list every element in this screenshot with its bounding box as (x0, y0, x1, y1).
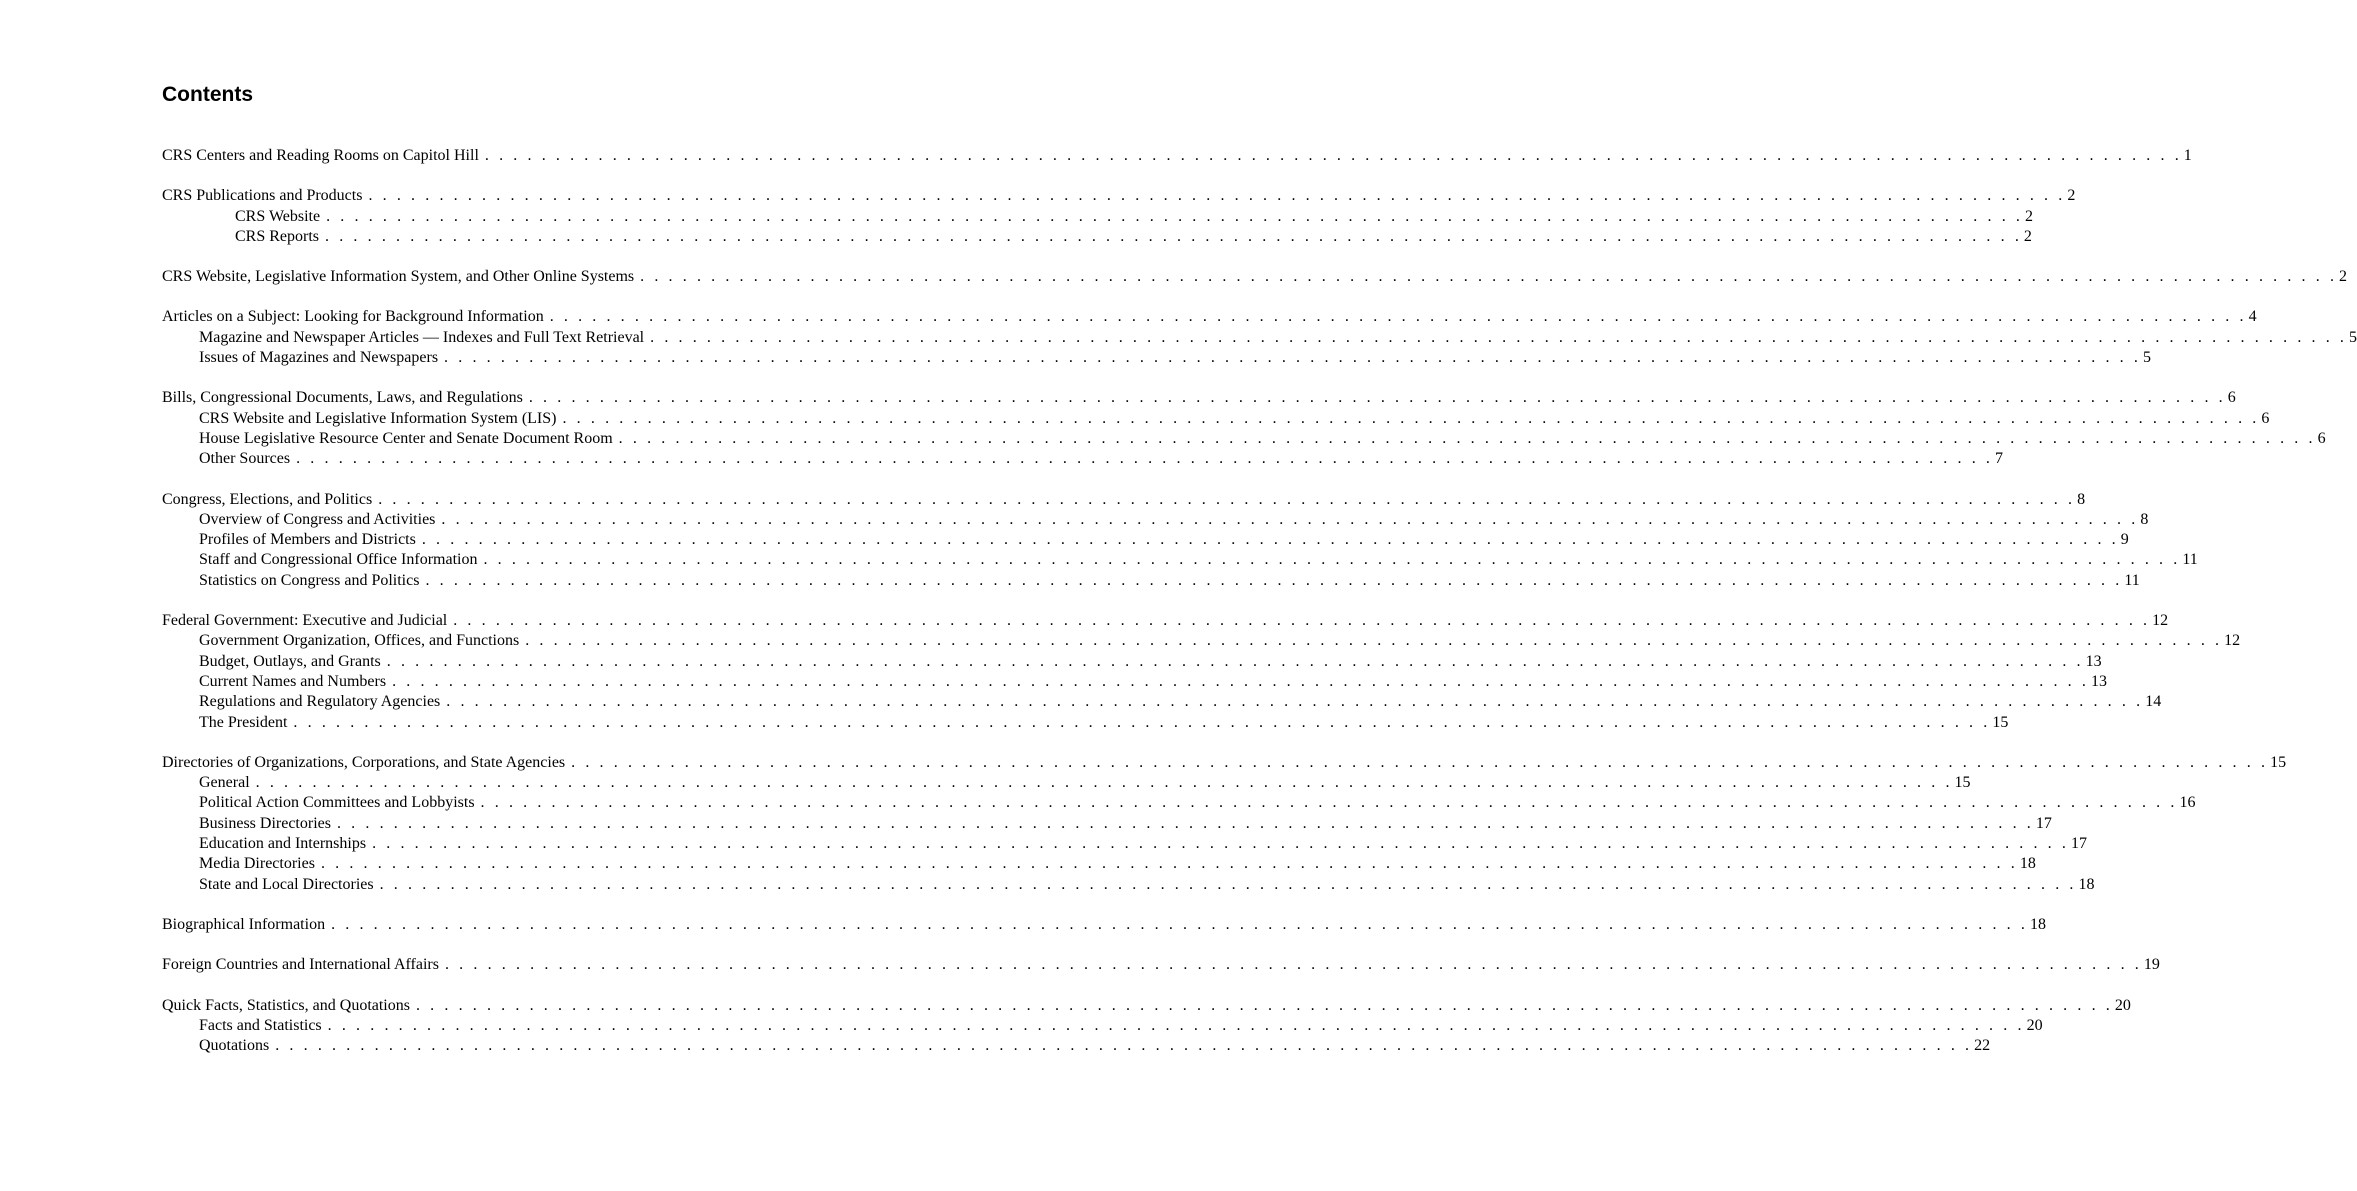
toc-entry[interactable] (162, 146, 2192, 166)
toc-page-number: 12 (2224, 632, 2241, 650)
dot-leader: . . . . . . . . . . . . . . . . . . . . . . . . . . . . . . . . . . . . . . . . . . . . . . . . . . . . . . . . . . . . . . . . . . . . . . . . . . . . . . . . . . . . . . . . . . . . . . . . . . . . . . . . . . . . . . . . . . . . . . . . (392, 672, 2089, 690)
toc-page-number: 2 (2339, 268, 2348, 286)
toc-entry-title: Issues of Magazines and Newspapers (199, 349, 439, 367)
toc-entry-title: Bills, Congressional Documents, Laws, and Regulations (162, 389, 523, 407)
toc-entry-title: Articles on a Subject: Looking for Background Information (162, 308, 544, 326)
toc-entry-title: Quotations (199, 1037, 270, 1055)
toc-entry-title: CRS Publications and Products (162, 187, 363, 205)
dot-leader: . . . . . . . . . . . . . . . . . . . . . . . . . . . . . . . . . . . . . . . . . . . . . . . . . . . . . . . . . . . . . . . . . . . . . . . . . . . . . . . . . . . . . . . . . . . . . . . . . . . . . . . . . . . . . . . . . . . . . . . . (275, 1037, 1973, 1055)
toc-page-number: 18 (2019, 855, 2036, 873)
toc-entry-title: Current Names and Numbers (199, 672, 387, 690)
toc-entry[interactable] (162, 611, 2169, 631)
toc-subentry[interactable] (162, 793, 2196, 813)
toc-entry-title: CRS Centers and Reading Rooms on Capitol Hill (162, 147, 479, 164)
toc-page-number: 18 (2029, 915, 2046, 933)
toc-subentry[interactable] (162, 631, 2241, 651)
dot-leader: . . . . . . . . . . . . . . . . . . . . . . . . . . . . . . . . . . . . . . . . . . . . . . . . . . . . . . . . . . . . . . . . . . . . . . . . . . . . . . . . . . . . . . . . . . . . . . . . . . . . . . . . . . . . . . . . . . . . . . . . (444, 349, 2141, 367)
toc-subentry[interactable] (162, 429, 2326, 449)
toc-subentry[interactable] (162, 713, 2009, 733)
toc-page-number: 11 (2124, 571, 2140, 589)
toc-page-number: 20 (2026, 1016, 2043, 1034)
dot-leader: . . . . . . . . . . . . . . . . . . . . . . . . . . . . . . . . . . . . . . . . . . . . . . . . . . . . . . . . . . . . . . . . . . . . . . . . . . . . . . . . . . . . . . . . . . . . . . . . . . . . . . . . . . . . . . . . . . . . . . . . (444, 956, 2142, 974)
toc-entry-title: Education and Internships (199, 835, 367, 853)
toc-entry-title: CRS Website, Legislative Information System, and Other Online Systems (162, 268, 635, 286)
toc-entry[interactable] (162, 267, 2348, 287)
toc-page-number: 16 (2179, 794, 2196, 812)
toc-section (162, 146, 2192, 166)
toc-subentry[interactable] (162, 1016, 2043, 1036)
toc-section (162, 753, 2287, 895)
dot-leader: . . . . . . . . . . . . . . . . . . . . . . . . . . . . . . . . . . . . . . . . . . . . . . . . . . . . . . . . . . . . . . . . . . . . . . . . . . . . . . . . . . . . . . . . . . . . . . . . . . . . . . . . . . . . . . . . . . . . . . . . (415, 996, 2113, 1014)
toc-page-number: 13 (2085, 652, 2102, 670)
toc-entry[interactable] (162, 490, 2086, 510)
toc-entry-title: Magazine and Newspaper Articles — Indexes and Full Text Retrieval (199, 328, 645, 346)
dot-leader: . . . . . . . . . . . . . . . . . . . . . . . . . . . . . . . . . . . . . . . . . . . . . . . . . . . . . . . . . . . . . . . . . . . . . . . . . . . . . . . . . . . . . . . . . . . . . . . . . . . . . . . . . . . . . . . . . . . . . . . . (378, 490, 2076, 508)
toc-entry-title: House Legislative Resource Center and Senate Document Room (199, 429, 613, 447)
dot-leader: . . . . . . . . . . . . . . . . . . . . . . . . . . . . . . . . . . . . . . . . . . . . . . . . . . . . . . . . . . . . . . . . . . . . . . . . . . . . . . . . . . . . . . . . . . . . . . . . . . . . . . . . . . . . . . . . . . . . . . . . (368, 187, 2066, 205)
toc-entry-title: Budget, Outlays, and Grants (199, 652, 381, 670)
dot-leader: . . . . . . . . . . . . . . . . . . . . . . . . . . . . . . . . . . . . . . . . . . . . . . . . . . . . . . . . . . . . . . . . . . . . . . . . . . . . . . . . . . . . . . . . . . . . . . . . . . . . . . . . . . . . . . . . . . . . . . . . (571, 753, 2269, 771)
toc-entry[interactable] (162, 915, 2046, 935)
toc-entry[interactable] (162, 307, 2257, 327)
toc-entry-title: Media Directories (199, 855, 315, 873)
toc-entry-title: Directories of Organizations, Corporations, and State Agencies (162, 753, 566, 771)
toc-section (162, 955, 2160, 975)
toc-subentry[interactable] (162, 854, 2036, 874)
toc-entry-title: CRS Website (235, 207, 321, 225)
dot-leader: . . . . . . . . . . . . . . . . . . . . . . . . . . . . . . . . . . . . . . . . . . . . . . . . . . . . . . . . . . . . . . . . . . . . . . . . . . . . . . . . . . . . . . . . . . . . . . . . . . . . . . . . . . . . . . . . . . . . . . . . (562, 409, 2260, 427)
toc-entry-title: Government Organization, Offices, and Functions (199, 632, 520, 650)
dot-leader: . . . . . . . . . . . . . . . . . . . . . . . . . . . . . . . . . . . . . . . . . . . . . . . . . . . . . . . . . . . . . . . . . . . . . . . . . . . . . . . . . . . . . . . . . . . . . . . . . . . . . . . . . . . . . . . . . . . . . . . . (484, 147, 2182, 164)
toc-page-number: 1 (2183, 147, 2192, 164)
toc-page-number: 15 (1954, 774, 1971, 792)
toc-subentry[interactable] (162, 692, 2162, 712)
toc-section (162, 388, 2326, 469)
toc-page-number: 6 (2261, 409, 2270, 427)
toc-entry-title: Statistics on Congress and Politics (199, 571, 420, 589)
toc-entry-title: Biographical Information (162, 915, 326, 933)
dot-leader: . . . . . . . . . . . . . . . . . . . . . . . . . . . . . . . . . . . . . . . . . . . . . . . . . . . . . . . . . . . . . . . . . . . . . . . . . . . . . . . . . . . . . . . . . . . . . . . . . . . . . . . . . . . . . . . . . . . . . . . . (255, 774, 1953, 792)
toc-section (162, 996, 2131, 1057)
toc-subentry[interactable] (162, 328, 2357, 348)
dot-leader: . . . . . . . . . . . . . . . . . . . . . . . . . . . . . . . . . . . . . . . . . . . . . . . . . . . . . . . . . . . . . . . . . . . . . . . . . . . . . . . . . . . . . . . . . . . . . . . . . . . . . . . . . . . . . . . . . . . . . . . . (296, 450, 1993, 468)
dot-leader: . . . . . . . . . . . . . . . . . . . . . . . . . . . . . . . . . . . . . . . . . . . . . . . . . . . . . . . . . . . . . . . . . . . . . . . . . . . . . . . . . . . . . . . . . . . . . . . . . . . . . . . . . . . . . . . . . . . . . . . . (326, 207, 2023, 225)
toc-entry-title: Political Action Committees and Lobbyists (199, 794, 475, 812)
toc-page-number: 17 (2070, 835, 2087, 853)
toc-subentry[interactable] (162, 672, 2107, 692)
toc-section (162, 490, 2198, 591)
dot-leader: . . . . . . . . . . . . . . . . . . . . . . . . . . . . . . . . . . . . . . . . . . . . . . . . . . . . . . . . . . . . . . . . . . . . . . . . . . . . . . . . . . . . . . . . . . . . . . . . . . . . . . . . . . . . . . . . . . . . . . . . (528, 389, 2226, 407)
dot-leader: . . . . . . . . . . . . . . . . . . . . . . . . . . . . . . . . . . . . . . . . . . . . . . . . . . . . . . . . . . . . . . . . . . . . . . . . . . . . . . . . . . . . . . . . . . . . . . . . . . . . . . . . . . . . . . . . . . . . . . . . (320, 855, 2018, 873)
toc-subentry[interactable] (162, 814, 2052, 834)
dot-leader: . . . . . . . . . . . . . . . . . . . . . . . . . . . . . . . . . . . . . . . . . . . . . . . . . . . . . . . . . . . . . . . . . . . . . . . . . . . . . . . . . . . . . . . . . . . . . . . . . . . . . . . . . . . . . . . . . . . . . . . . (331, 915, 2028, 933)
toc-entry[interactable] (162, 753, 2287, 773)
dot-leader: . . . . . . . . . . . . . . . . . . . . . . . . . . . . . . . . . . . . . . . . . . . . . . . . . . . . . . . . . . . . . . . . . . . . . . . . . . . . . . . . . . . . . . . . . . . . . . . . . . . . . . . . . . . . . . . . . . . . . . . . (293, 713, 1991, 731)
dot-leader: . . . . . . . . . . . . . . . . . . . . . . . . . . . . . . . . . . . . . . . . . . . . . . . . . . . . . . . . . . . . . . . . . . . . . . . . . . . . . . . . . . . . . . . . . . . . . . . . . . . . . . . . . . . . . . . . . . . . . . . . (618, 429, 2316, 447)
dot-leader: . . . . . . . . . . . . . . . . . . . . . . . . . . . . . . . . . . . . . . . . . . . . . . . . . . . . . . . . . . . . . . . . . . . . . . . . . . . . . . . . . . . . . . . . . . . . . . . . . . . . . . . . . . . . . . . . . . . . . . . . (327, 1016, 2025, 1034)
toc-section (162, 267, 2348, 287)
toc-entry-title: General (199, 774, 250, 792)
toc-page-number: 2 (2067, 187, 2076, 205)
toc-entry-title: Facts and Statistics (199, 1016, 322, 1034)
toc-subentry[interactable] (162, 652, 2102, 672)
toc-entry-title: State and Local Directories (199, 875, 374, 893)
dot-leader: . . . . . . . . . . . . . . . . . . . . . . . . . . . . . . . . . . . . . . . . . . . . . . . . . . . . . . . . . . . . . . . . . . . . . . . . . . . . . . . . . . . . . . . . . . . . . . . . . . . . . . . . . . . . . . . . . . . . . . . . (650, 328, 2348, 346)
dot-leader: . . . . . . . . . . . . . . . . . . . . . . . . . . . . . . . . . . . . . . . . . . . . . . . . . . . . . . . . . . . . . . . . . . . . . . . . . . . . . . . . . . . . . . . . . . . . . . . . . . . . . . . . . . . . . . . . . . . . . . . . (372, 835, 2069, 853)
toc-page-number: 13 (2090, 672, 2107, 690)
dot-leader: . . . . . . . . . . . . . . . . . . . . . . . . . . . . . . . . . . . . . . . . . . . . . . . . . . . . . . . . . . . . . . . . . . . . . . . . . . . . . . . . . . . . . . . . . . . . . . . . . . . . . . . . . . . . . . . . . . . . . . . . (549, 308, 2247, 326)
toc-page-number: 19 (2143, 956, 2160, 974)
toc-entry[interactable] (162, 955, 2160, 975)
toc-subentry[interactable] (162, 550, 2198, 570)
toc-subentry[interactable] (162, 571, 2140, 591)
dot-leader: . . . . . . . . . . . . . . . . . . . . . . . . . . . . . . . . . . . . . . . . . . . . . . . . . . . . . . . . . . . . . . . . . . . . . . . . . . . . . . . . . . . . . . . . . . . . . . . . . . . . . . . . . . . . . . . . . . . . . . . . (446, 693, 2144, 711)
dot-leader: . . . . . . . . . . . . . . . . . . . . . . . . . . . . . . . . . . . . . . . . . . . . . . . . . . . . . . . . . . . . . . . . . . . . . . . . . . . . . . . . . . . . . . . . . . . . . . . . . . . . . . . . . . . . . . . . . . . . . . . . (325, 227, 2022, 245)
toc-entry-title: Profiles of Members and Districts (199, 531, 416, 549)
toc-page-number: 17 (2035, 814, 2052, 832)
toc-page-number: 8 (2140, 510, 2149, 528)
toc-subentry[interactable] (162, 207, 2033, 227)
toc-page-number: 6 (2227, 389, 2236, 407)
dot-leader: . . . . . . . . . . . . . . . . . . . . . . . . . . . . . . . . . . . . . . . . . . . . . . . . . . . . . . . . . . . . . . . . . . . . . . . . . . . . . . . . . . . . . . . . . . . . . . . . . . . . . . . . . . . . . . . . . . . . . . . . (640, 268, 2338, 286)
toc-page-number: 12 (2152, 612, 2169, 630)
toc-entry-title: Regulations and Regulatory Agencies (199, 693, 441, 711)
toc-section (162, 307, 2357, 368)
toc-subentry[interactable] (162, 834, 2087, 854)
toc-entry-title: Business Directories (199, 814, 331, 832)
toc-page-number: 20 (2114, 996, 2131, 1014)
contents-heading: Contents (162, 83, 253, 106)
toc-page-number: 7 (1995, 450, 2003, 468)
dot-leader: . . . . . . . . . . . . . . . . . . . . . . . . . . . . . . . . . . . . . . . . . . . . . . . . . . . . . . . . . . . . . . . . . . . . . . . . . . . . . . . . . . . . . . . . . . . . . . . . . . . . . . . . . . . . . . . . . . . . . . . . (480, 794, 2178, 812)
toc-page-number: 2 (2023, 227, 2032, 245)
dot-leader: . . . . . . . . . . . . . . . . . . . . . . . . . . . . . . . . . . . . . . . . . . . . . . . . . . . . . . . . . . . . . . . . . . . . . . . . . . . . . . . . . . . . . . . . . . . . . . . . . . . . . . . . . . . . . . . . . . . . . . . . (425, 571, 2123, 589)
toc-subentry[interactable] (162, 773, 1971, 793)
toc-entry-title: Overview of Congress and Activities (199, 510, 436, 528)
toc-page-number: 4 (2248, 308, 2257, 326)
toc-entry-title: Congress, Elections, and Politics (162, 490, 373, 508)
toc-page-number: 15 (2270, 753, 2287, 771)
toc-subentry[interactable] (162, 227, 2032, 247)
toc-page-number: 6 (2317, 429, 2326, 447)
toc-page-number: 9 (2120, 531, 2129, 549)
toc-page-number: 11 (2182, 551, 2198, 569)
toc-entry-title: Other Sources (199, 450, 291, 468)
toc-page-number: 8 (2077, 490, 2086, 508)
dot-leader: . . . . . . . . . . . . . . . . . . . . . . . . . . . . . . . . . . . . . . . . . . . . . . . . . . . . . . . . . . . . . . . . . . . . . . . . . . . . . . . . . . . . . . . . . . . . . . . . . . . . . . . . . . . . . . . . . . . . . . . . (421, 531, 2119, 549)
toc-entry-title: The President (199, 713, 288, 731)
toc-page-number: 2 (2025, 207, 2033, 225)
toc-entry-title: CRS Reports (235, 227, 320, 245)
toc-entry-title: Federal Government: Executive and Judicial (162, 612, 448, 630)
toc-section (162, 611, 2241, 733)
toc-entry-title: Foreign Countries and International Affairs (162, 956, 439, 974)
dot-leader: . . . . . . . . . . . . . . . . . . . . . . . . . . . . . . . . . . . . . . . . . . . . . . . . . . . . . . . . . . . . . . . . . . . . . . . . . . . . . . . . . . . . . . . . . . . . . . . . . . . . . . . . . . . . . . . . . . . . . . . . (525, 632, 2223, 650)
dot-leader: . . . . . . . . . . . . . . . . . . . . . . . . . . . . . . . . . . . . . . . . . . . . . . . . . . . . . . . . . . . . . . . . . . . . . . . . . . . . . . . . . . . . . . . . . . . . . . . . . . . . . . . . . . . . . . . . . . . . . . . . (386, 652, 2084, 670)
toc-subentry[interactable] (162, 530, 2129, 550)
dot-leader: . . . . . . . . . . . . . . . . . . . . . . . . . . . . . . . . . . . . . . . . . . . . . . . . . . . . . . . . . . . . . . . . . . . . . . . . . . . . . . . . . . . . . . . . . . . . . . . . . . . . . . . . . . . . . . . . . . . . . . . . (379, 875, 2077, 893)
toc-entry[interactable] (162, 996, 2131, 1016)
toc-entry-title: CRS Website and Legislative Information System (LIS) (199, 409, 557, 427)
dot-leader: . . . . . . . . . . . . . . . . . . . . . . . . . . . . . . . . . . . . . . . . . . . . . . . . . . . . . . . . . . . . . . . . . . . . . . . . . . . . . . . . . . . . . . . . . . . . . . . . . . . . . . . . . . . . . . . . . . . . . . . . (336, 814, 2034, 832)
toc-section (162, 915, 2046, 935)
toc-page-number: 22 (1974, 1037, 1991, 1055)
toc-entry[interactable] (162, 186, 2076, 206)
toc-entry-title: Quick Facts, Statistics, and Quotations (162, 996, 410, 1014)
dot-leader: . . . . . . . . . . . . . . . . . . . . . . . . . . . . . . . . . . . . . . . . . . . . . . . . . . . . . . . . . . . . . . . . . . . . . . . . . . . . . . . . . . . . . . . . . . . . . . . . . . . . . . . . . . . . . . . . . . . . . . . . (453, 612, 2151, 630)
toc-subentry[interactable] (162, 449, 2003, 469)
dot-leader: . . . . . . . . . . . . . . . . . . . . . . . . . . . . . . . . . . . . . . . . . . . . . . . . . . . . . . . . . . . . . . . . . . . . . . . . . . . . . . . . . . . . . . . . . . . . . . . . . . . . . . . . . . . . . . . . . . . . . . . . (441, 510, 2139, 528)
toc-subentry[interactable] (162, 409, 2270, 429)
toc-page-number: 5 (2142, 349, 2151, 367)
toc-page-number: 18 (2078, 875, 2095, 893)
toc-subentry[interactable] (162, 1036, 1991, 1056)
toc-page-number: 14 (2145, 693, 2162, 711)
toc-page-number: 15 (1992, 713, 2009, 731)
dot-leader: . . . . . . . . . . . . . . . . . . . . . . . . . . . . . . . . . . . . . . . . . . . . . . . . . . . . . . . . . . . . . . . . . . . . . . . . . . . . . . . . . . . . . . . . . . . . . . . . . . . . . . . . . . . . . . . . . . . . . . . . (483, 551, 2181, 569)
table-of-contents (162, 146, 2357, 1076)
toc-subentry[interactable] (162, 348, 2151, 368)
toc-entry[interactable] (162, 388, 2236, 408)
toc-subentry[interactable] (162, 875, 2095, 895)
toc-entry-title: Staff and Congressional Office Information (199, 551, 478, 569)
toc-page-number: 5 (2349, 328, 2357, 346)
toc-subentry[interactable] (162, 510, 2149, 530)
toc-section (162, 186, 2076, 247)
